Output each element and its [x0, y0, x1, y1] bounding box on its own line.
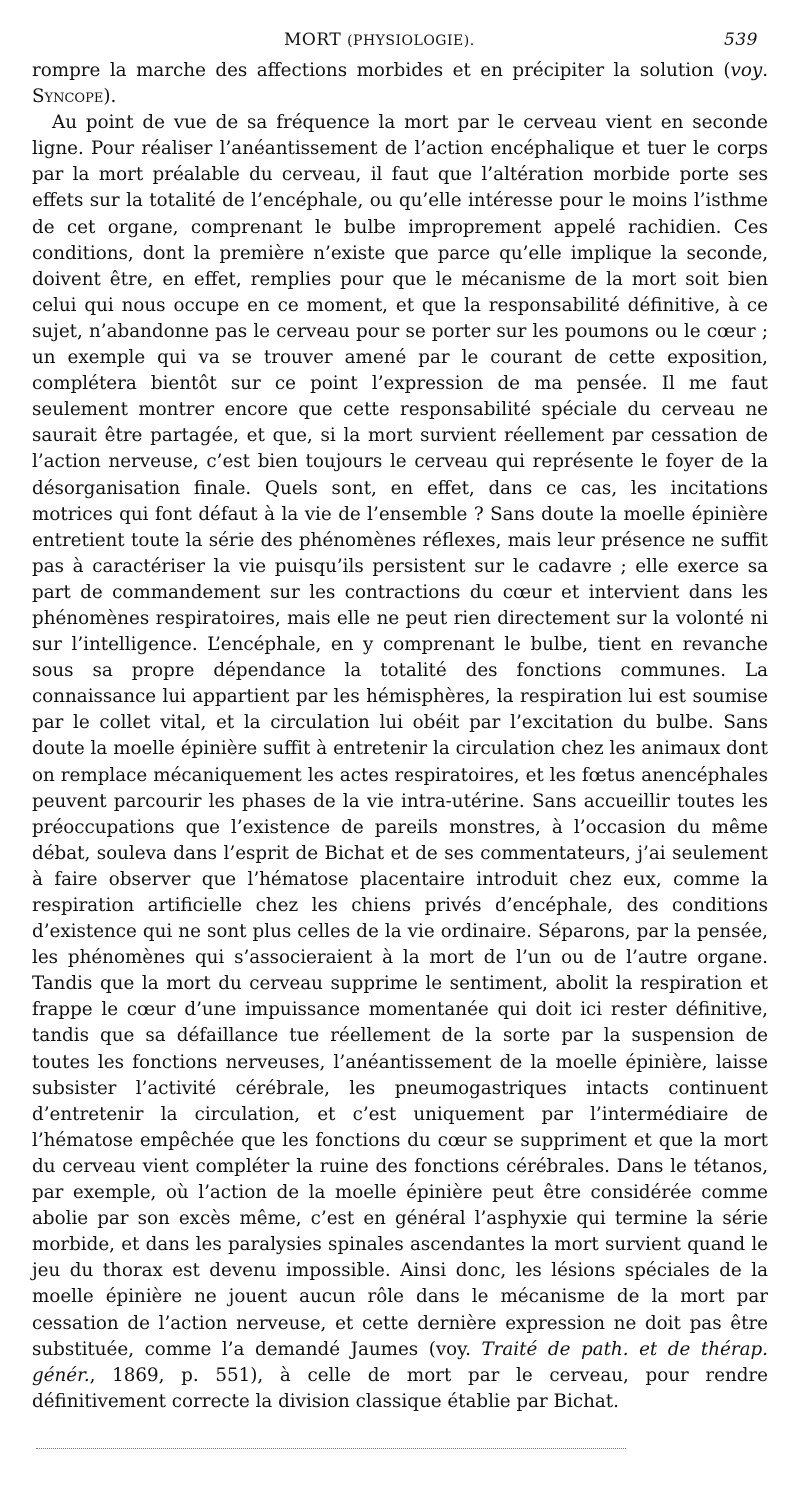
paragraph-main [32, 110, 768, 1415]
paragraph-continuation [32, 58, 768, 110]
paragraph-continuation-text: rompre la marche des affections morbides et en précipiter la solution ( [32, 60, 731, 81]
running-title-sub: (PHYSIOLOGIE). [347, 33, 475, 49]
cross-reference-voy: voy [730, 60, 763, 81]
cross-reference-term: Syncope [32, 86, 104, 108]
footer-rule [36, 1448, 626, 1449]
cross-reference-close: ). [103, 86, 117, 108]
paragraph-main-ending: , 1869, p. 551), à celle de mort par le cerveau, pour rendre définitivement correcte la division classique établie par Bichat. [32, 1364, 768, 1412]
running-title-main: MORT [284, 30, 342, 50]
citation-title: Traité de path. et de thérap. génér. [32, 1338, 768, 1386]
cross-reference-separator: . [762, 60, 768, 81]
paragraph-main-text: Au point de vue de sa fréquence la mort par le cerveau vient en seconde ligne. Pour réaliser l’anéantissement de l’action encéphalique et tuer le corps par la mort préalable du cerveau, il faut que l’altération morbide porte ses effets sur la totalité de l’encéphale, ou qu’elle intéresse pour le moins l’isthme de cet organe, comprenant le bulbe improprement appelé rachidien. Ces conditions, dont la première n’existe que parce qu’elle implique la seconde, doivent être, en effet, remplies pour que le mécanisme de la mort soit bien celui qui nous occupe en ce moment, et que la responsabilité définitive, à ce sujet, n’abandonne pas le cerveau pour se porter sur les poumons ou le cœur ; un exemple qui va se trouver amené par le courant de cette exposition, complétera bientôt sur ce point l’expression de ma pensée. Il me faut seulement montrer encore que cette responsabilité spéciale du cerveau ne saurait être partagée, et que, si la mort survient réellement par cessation de l’action nerveuse, c’est bien toujours le cerveau qui représente le foyer de la désorganisation finale. Quels sont, en effet, dans ce cas, les incitations motrices qui font défaut à la vie de l’ensemble ? Sans doute la moelle épinière entretient toute la série des phénomènes réflexes, mais leur présence ne suffit pas à caractériser la vie puisqu’ils persistent sur le cadavre ; elle exerce sa part de commandement sur les contractions du cœur et intervient dans les phénomènes respiratoires, mais elle ne peut rien directement sur la volonté ni sur l’intelligence. L’encéphale, en y comprenant le bulbe, tient en revanche sous sa propre dépendance la totalité des fonctions communes. La connaissance lui appartient par les hémisphères, la respiration lui est soumise par le collet vital, et la circulation lui obéit par l’excitation du bulbe. Sans doute la moelle épinière suffit à entretenir la circulation chez les animaux dont on remplace mécaniquement les actes respiratoires, et les fœtus anencéphales peuvent parcourir les phases de la vie intra-utérine. Sans accueillir toutes les préoccupations que l’existence de pareils monstres, à l’occasion du même débat, souleva dans l’esprit de Bichat et de ses commentateurs, j’ai seulement à faire observer que l’hématose placentaire introduit chez eux, comme la respiration artificielle chez les chiens privés d’encéphale, des conditions d’existence qui ne sont plus celles de la vie ordinaire. Séparons, par la pensée, les phénomènes qui s’associeraient à la mort de l’un ou de l’autre organe. Tandis que la mort du cerveau supprime le sentiment, abolit la respiration et frappe le cœur d’une impuissance momentanée qui doit ici rester définitive, tandis que sa défaillance tue réellement de la sorte par la suspension de toutes les fonctions nerveuses, l’anéantissement de la moelle épinière, laisse subsister l’activité cérébrale, les pneumogastriques intacts continuent d’entretenir la circulation, et c’est uniquement par l’intermédiaire de l’hématose empêchée que les fonctions du cœur se suppriment et que la mort du cerveau vient compléter la ruine des fonctions cérébrales. Dans le tétanos, par exemple, où l’action de la moelle épinière peut être considérée comme abolie par son excès même, c’est en général l’asphyxie qui termine la série morbide, et dans les paralysies spinales ascendantes la mort survient quand le jeu du thorax est devenu impossible. Ainsi donc, les lésions spéciales de la moelle épinière ne jouent aucun rôle dans le mécanisme de la mort par cessation de l’action nerveuse, et cette dernière expression ne doit pas être substituée, comme l’a demandé Jaumes (voy. [32, 112, 768, 1360]
body-text [32, 58, 768, 1415]
page-number: 539 [724, 30, 758, 50]
page [32, 26, 768, 1415]
running-head [32, 26, 768, 58]
running-title [284, 30, 475, 50]
